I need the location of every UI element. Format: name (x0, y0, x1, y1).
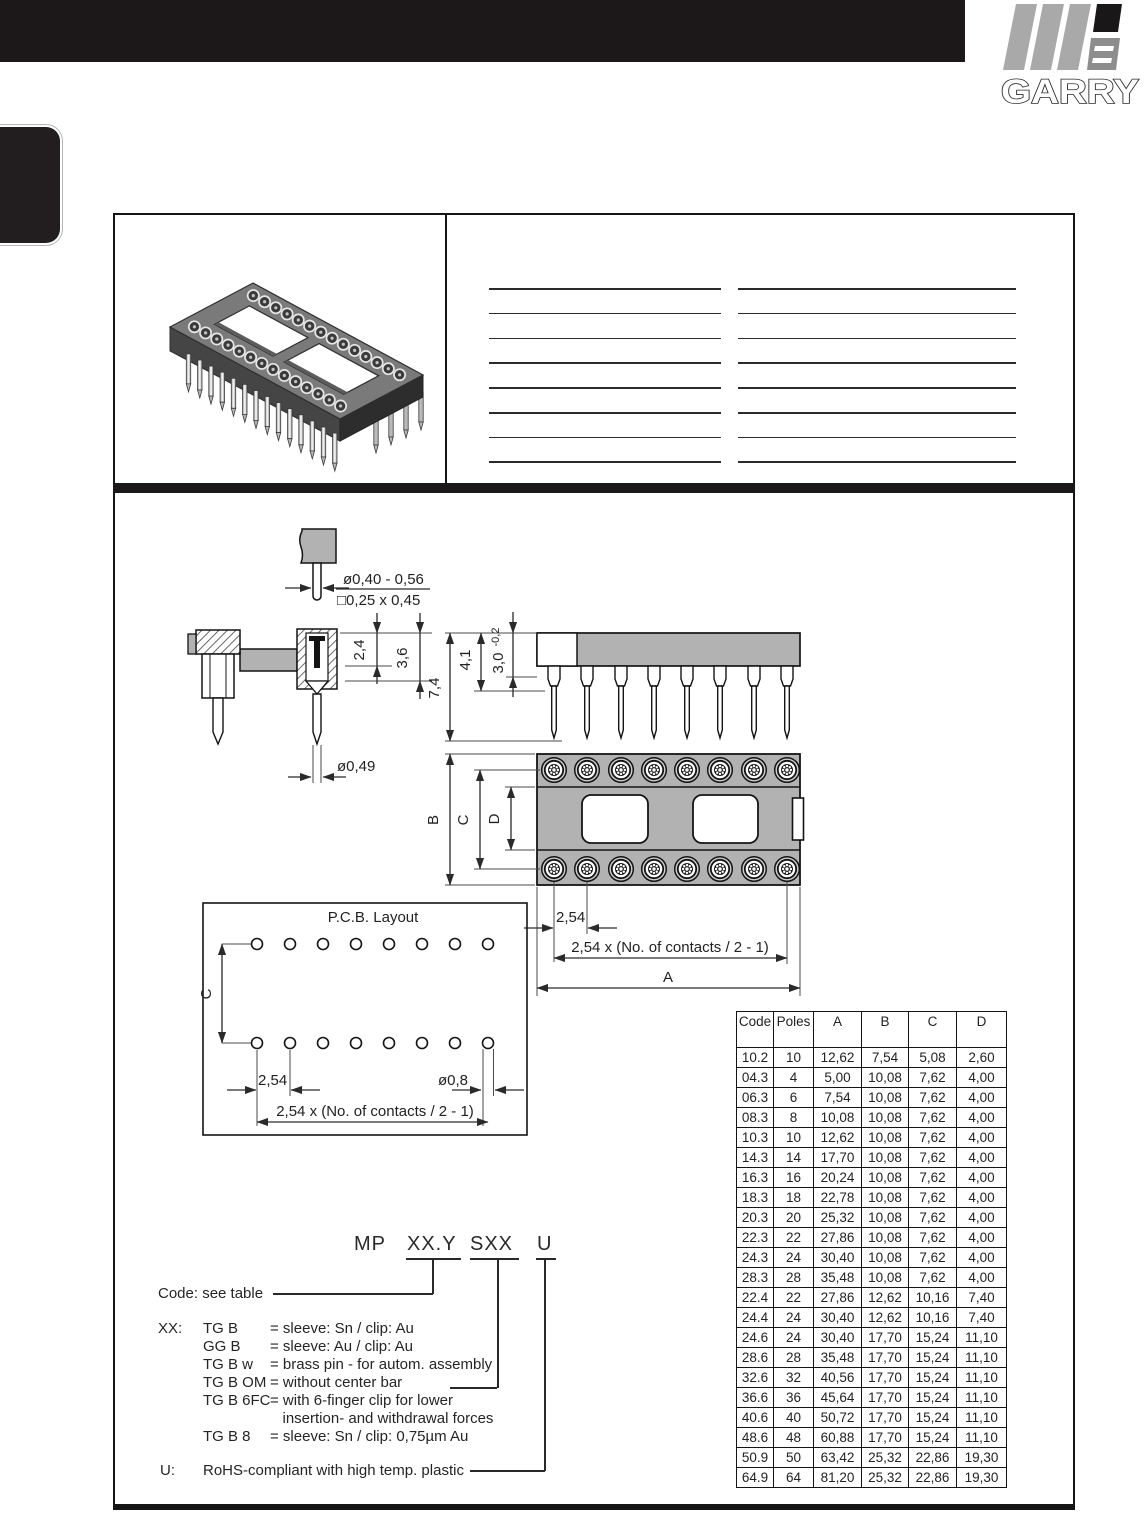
cell-d: 19,30 (957, 1448, 1007, 1468)
cell-a: 25,32 (814, 1208, 862, 1228)
cell-b: 10,08 (862, 1088, 909, 1108)
cell-b: 10,08 (862, 1228, 909, 1248)
cell-code: 20.3 (737, 1208, 774, 1228)
xx-option-row (203, 1338, 493, 1356)
xx-options-list (203, 1320, 493, 1446)
cell-c: 22,86 (909, 1468, 957, 1488)
table-row (737, 1168, 1007, 1188)
xx-option-desc: = without center bar (270, 1374, 403, 1391)
cell-code: 24.6 (737, 1328, 774, 1348)
ruled-line (738, 437, 1016, 439)
cell-poles: 8 (774, 1108, 814, 1128)
cell-c: 7,62 (909, 1248, 957, 1268)
order-code-xxy: XX.Y (407, 1233, 457, 1255)
cell-d: 11,10 (957, 1348, 1007, 1368)
cell-a: 30,40 (814, 1308, 862, 1328)
cell-d: 7,40 (957, 1288, 1007, 1308)
ruled-line (489, 461, 721, 463)
order-code-mp: MP (354, 1233, 386, 1255)
cell-code: 32.6 (737, 1368, 774, 1388)
top-view (537, 754, 804, 885)
xx-label: XX: (158, 1320, 183, 1337)
xx-option-row (203, 1428, 493, 1446)
table-header-cell: C (909, 1012, 957, 1048)
cell-poles: 16 (774, 1168, 814, 1188)
order-code-sxx: SXX (470, 1233, 514, 1255)
cell-poles: 28 (774, 1268, 814, 1288)
cell-code: 08.3 (737, 1108, 774, 1128)
xx-option-code: TG B w (203, 1356, 254, 1373)
connector-sxx-h (450, 1387, 497, 1389)
xx-option-row (203, 1410, 493, 1428)
cell-poles: 14 (774, 1148, 814, 1168)
cell-poles: 28 (774, 1348, 814, 1368)
dim-7-4: 7,4 (426, 677, 443, 699)
cell-b: 17,70 (862, 1388, 909, 1408)
table-row (737, 1308, 1007, 1328)
xx-option-desc: = sleeve: Au / clip: Au (270, 1338, 414, 1355)
cell-d: 4,00 (957, 1068, 1007, 1088)
dim-3-0-tolerance: -0,2 (490, 627, 502, 647)
cell-a: 27,86 (814, 1228, 862, 1248)
table-row (737, 1268, 1007, 1288)
cell-c: 10,16 (909, 1308, 957, 1328)
cell-d: 4,00 (957, 1268, 1007, 1288)
cell-b: 10,08 (862, 1148, 909, 1168)
pcb-layout-box (203, 903, 527, 1135)
pcb-dim-pitch: 2,54 (258, 1072, 288, 1089)
ruled-line (489, 313, 721, 315)
cell-c: 7,62 (909, 1168, 957, 1188)
dim-3-0: 3,0 (490, 652, 507, 674)
xx-option-row (203, 1374, 493, 1392)
cell-code: 48.6 (737, 1428, 774, 1448)
cell-b: 7,54 (862, 1048, 909, 1068)
ruled-line (489, 437, 721, 439)
cell-a: 10,08 (814, 1108, 862, 1128)
cell-b: 10,08 (862, 1208, 909, 1228)
cell-a: 20,24 (814, 1168, 862, 1188)
cell-c: 15,24 (909, 1428, 957, 1448)
table-row (737, 1468, 1007, 1488)
table-row (737, 1208, 1007, 1228)
cell-c: 22,86 (909, 1448, 957, 1468)
xx-option-row (203, 1320, 493, 1338)
connector-u-v (544, 1259, 546, 1471)
cell-b: 10,08 (862, 1168, 909, 1188)
cell-b: 17,70 (862, 1348, 909, 1368)
ruled-line (489, 387, 721, 389)
xx-option-code: TG B OM (203, 1374, 267, 1391)
cell-c: 7,62 (909, 1108, 957, 1128)
cell-d: 4,00 (957, 1248, 1007, 1268)
xx-option-code: TG B (203, 1320, 239, 1337)
underline-u (536, 1258, 556, 1260)
cell-code: 64.9 (737, 1468, 774, 1488)
cell-a: 63,42 (814, 1448, 862, 1468)
cell-d: 4,00 (957, 1168, 1007, 1188)
logo-wordmark: GARRY (1001, 73, 1140, 110)
pcb-pitch-formula: 2,54 x (No. of contacts / 2 - 1) (276, 1103, 474, 1120)
table-row (737, 1068, 1007, 1088)
cell-code: 24.4 (737, 1308, 774, 1328)
dip-socket-3d-icon (170, 283, 423, 471)
cell-code: 28.6 (737, 1348, 774, 1368)
xx-option-row (203, 1356, 493, 1374)
table-row (737, 1288, 1007, 1308)
cell-a: 45,64 (814, 1388, 862, 1408)
spec-lines-left (489, 288, 721, 486)
cell-c: 7,62 (909, 1268, 957, 1288)
table-row (737, 1228, 1007, 1248)
cell-a: 5,00 (814, 1068, 862, 1088)
cell-d: 4,00 (957, 1188, 1007, 1208)
cell-c: 7,62 (909, 1228, 957, 1248)
cell-b: 10,08 (862, 1128, 909, 1148)
connector-code-v (432, 1259, 434, 1294)
cell-code: 10.3 (737, 1128, 774, 1148)
cell-d: 11,10 (957, 1328, 1007, 1348)
connector-code-h (273, 1293, 433, 1295)
cell-poles: 50 (774, 1448, 814, 1468)
cell-a: 22,78 (814, 1188, 862, 1208)
table-row (737, 1328, 1007, 1348)
cell-poles: 32 (774, 1368, 814, 1388)
table-row (737, 1048, 1007, 1068)
cell-d: 7,40 (957, 1308, 1007, 1328)
xx-option-desc: insertion- and withdrawal forces (270, 1410, 494, 1427)
cell-b: 25,32 (862, 1448, 909, 1468)
xx-option-code (203, 1410, 270, 1428)
cell-a: 81,20 (814, 1468, 862, 1488)
table-row (737, 1368, 1007, 1388)
table-header-cell: B (862, 1012, 909, 1048)
page-edge-tab (0, 127, 60, 243)
dim-4-1: 4,1 (457, 649, 474, 671)
ruled-line (738, 313, 1016, 315)
pcb-dim-c: C (198, 988, 215, 1000)
cell-poles: 10 (774, 1048, 814, 1068)
underline-sxx (470, 1258, 519, 1260)
ruled-line (738, 288, 1016, 290)
connector-u-h (470, 1470, 545, 1472)
dim-d: D (486, 813, 503, 825)
cell-code: 14.3 (737, 1148, 774, 1168)
ruled-line (489, 412, 721, 414)
dim-pitch: 2,54 (556, 909, 586, 926)
xx-option-desc: = brass pin - for autom. assembly (270, 1356, 493, 1373)
cell-a: 7,54 (814, 1088, 862, 1108)
cell-code: 24.3 (737, 1248, 774, 1268)
cell-a: 30,40 (814, 1248, 862, 1268)
connector-sxx-v (497, 1259, 499, 1388)
cell-d: 4,00 (957, 1228, 1007, 1248)
underline-xxy (406, 1258, 461, 1260)
dim-a: A (662, 969, 674, 986)
ruled-line (489, 288, 721, 290)
table-row (737, 1088, 1007, 1108)
ruled-line (489, 338, 721, 340)
cell-poles: 24 (774, 1248, 814, 1268)
cell-code: 04.3 (737, 1068, 774, 1088)
cell-c: 15,24 (909, 1328, 957, 1348)
cell-b: 12,62 (862, 1308, 909, 1328)
xx-option-code: TG B 8 (203, 1428, 251, 1445)
cell-poles: 64 (774, 1468, 814, 1488)
cell-poles: 6 (774, 1088, 814, 1108)
pcb-holes-bottom (252, 1038, 494, 1049)
cell-code: 50.9 (737, 1448, 774, 1468)
cell-b: 17,70 (862, 1408, 909, 1428)
table-row (737, 1388, 1007, 1408)
cell-a: 30,40 (814, 1328, 862, 1348)
cross-section-view (188, 629, 337, 744)
pin-detail-view (285, 529, 430, 600)
u-label: U: (160, 1462, 175, 1479)
cell-b: 25,32 (862, 1468, 909, 1488)
cell-d: 11,10 (957, 1408, 1007, 1428)
dim-b: B (425, 814, 442, 826)
cell-b: 10,08 (862, 1108, 909, 1128)
table-row (737, 1448, 1007, 1468)
ruled-line (738, 362, 1016, 364)
cell-c: 7,62 (909, 1208, 957, 1228)
ruled-line (489, 362, 721, 364)
cell-a: 50,72 (814, 1408, 862, 1428)
dim-pin-diameter: ø0,40 - 0,56 (343, 571, 424, 588)
dim-3-6: 3,6 (394, 647, 411, 669)
cell-code: 40.6 (737, 1408, 774, 1428)
cell-a: 35,48 (814, 1268, 862, 1288)
cell-a: 35,48 (814, 1348, 862, 1368)
table-row (737, 1148, 1007, 1168)
table-row (737, 1128, 1007, 1148)
table-header-cell: A (814, 1012, 862, 1048)
table-header-row (737, 1012, 1007, 1048)
cell-poles: 36 (774, 1388, 814, 1408)
xx-option-desc: = sleeve: Sn / clip: 0,75µm Au (270, 1428, 469, 1445)
cell-d: 11,10 (957, 1368, 1007, 1388)
cell-b: 12,62 (862, 1288, 909, 1308)
ruled-line (738, 461, 1016, 463)
cell-code: 16.3 (737, 1168, 774, 1188)
cell-b: 10,08 (862, 1248, 909, 1268)
cell-a: 27,86 (814, 1288, 862, 1308)
cell-poles: 40 (774, 1408, 814, 1428)
cell-code: 36.6 (737, 1388, 774, 1408)
cell-b: 17,70 (862, 1368, 909, 1388)
cell-a: 12,62 (814, 1128, 862, 1148)
socket-photo (128, 245, 438, 475)
table-row (737, 1108, 1007, 1128)
table-row (737, 1188, 1007, 1208)
side-view (537, 633, 800, 738)
cell-poles: 4 (774, 1068, 814, 1088)
pcb-holes-top (252, 939, 494, 950)
logo-bars-icon (1003, 4, 1122, 70)
table-row (737, 1428, 1007, 1448)
cell-poles: 18 (774, 1188, 814, 1208)
cell-poles: 22 (774, 1288, 814, 1308)
cell-d: 4,00 (957, 1148, 1007, 1168)
cell-d: 19,30 (957, 1468, 1007, 1488)
cell-d: 4,00 (957, 1088, 1007, 1108)
photo-section-divider (445, 213, 447, 485)
pcb-title: P.C.B. Layout (327, 909, 419, 926)
cell-c: 7,62 (909, 1128, 957, 1148)
cell-d: 11,10 (957, 1428, 1007, 1448)
dim-pin-dia-049: ø0,49 (337, 758, 376, 775)
ruled-line (738, 412, 1016, 414)
cell-poles: 24 (774, 1308, 814, 1328)
cell-code: 18.3 (737, 1188, 774, 1208)
xx-option-desc: = with 6-finger clip for lower (270, 1392, 453, 1409)
cell-c: 5,08 (909, 1048, 957, 1068)
cell-code: 28.3 (737, 1268, 774, 1288)
cell-c: 10,16 (909, 1288, 957, 1308)
table-body (737, 1048, 1007, 1488)
order-code-u: U (537, 1233, 553, 1255)
cell-code: 10.2 (737, 1048, 774, 1068)
cell-b: 10,08 (862, 1068, 909, 1088)
dim-c: C (455, 814, 472, 826)
cell-d: 4,00 (957, 1208, 1007, 1228)
cell-a: 17,70 (814, 1148, 862, 1168)
cell-a: 12,62 (814, 1048, 862, 1068)
ruled-line (738, 387, 1016, 389)
table-row (737, 1248, 1007, 1268)
xx-option-row (203, 1392, 493, 1410)
table-row (737, 1408, 1007, 1428)
cell-poles: 48 (774, 1428, 814, 1448)
pcb-hole-diameter: ø0,8 (438, 1072, 469, 1089)
cell-b: 10,08 (862, 1188, 909, 1208)
cell-c: 7,62 (909, 1148, 957, 1168)
cell-code: 06.3 (737, 1088, 774, 1108)
dimension-table (736, 1011, 1007, 1488)
table-row (737, 1348, 1007, 1368)
cell-poles: 24 (774, 1328, 814, 1348)
cell-c: 7,62 (909, 1188, 957, 1208)
cell-d: 11,10 (957, 1388, 1007, 1408)
cell-c: 15,24 (909, 1408, 957, 1428)
table-header-cell: Code (737, 1012, 774, 1048)
cell-c: 7,62 (909, 1068, 957, 1088)
header-bar (0, 0, 965, 62)
xx-option-code: TG B 6FC (203, 1392, 271, 1409)
cell-c: 15,24 (909, 1388, 957, 1408)
cell-poles: 10 (774, 1128, 814, 1148)
cell-b: 17,70 (862, 1328, 909, 1348)
cell-d: 2,60 (957, 1048, 1007, 1068)
xx-option-desc: = sleeve: Sn / clip: Au (270, 1320, 414, 1337)
xx-option-code: GG B (203, 1338, 241, 1355)
cell-d: 4,00 (957, 1128, 1007, 1148)
cell-poles: 22 (774, 1228, 814, 1248)
cell-c: 7,62 (909, 1088, 957, 1108)
cell-a: 60,88 (814, 1428, 862, 1448)
cell-b: 10,08 (862, 1268, 909, 1288)
cell-code: 22.3 (737, 1228, 774, 1248)
ruled-line (738, 338, 1016, 340)
dim-pin-square: □0,25 x 0,45 (337, 592, 421, 609)
cell-d: 4,00 (957, 1108, 1007, 1128)
dim-pitch-formula: 2,54 x (No. of contacts / 2 - 1) (571, 939, 769, 956)
table-header-cell: D (957, 1012, 1007, 1048)
cell-poles: 20 (774, 1208, 814, 1228)
dim-2-4: 2,4 (351, 639, 368, 661)
cell-code: 22.4 (737, 1288, 774, 1308)
u-desc: RoHS-compliant with high temp. plastic (203, 1462, 464, 1479)
cell-c: 15,24 (909, 1368, 957, 1388)
cell-b: 17,70 (862, 1428, 909, 1448)
garry-logo (995, 2, 1143, 110)
table-header-cell: Poles (774, 1012, 814, 1048)
cell-c: 15,24 (909, 1348, 957, 1368)
code-see-table-label: Code: see table (158, 1285, 264, 1302)
cell-a: 40,56 (814, 1368, 862, 1388)
spec-lines-right (738, 288, 1016, 486)
